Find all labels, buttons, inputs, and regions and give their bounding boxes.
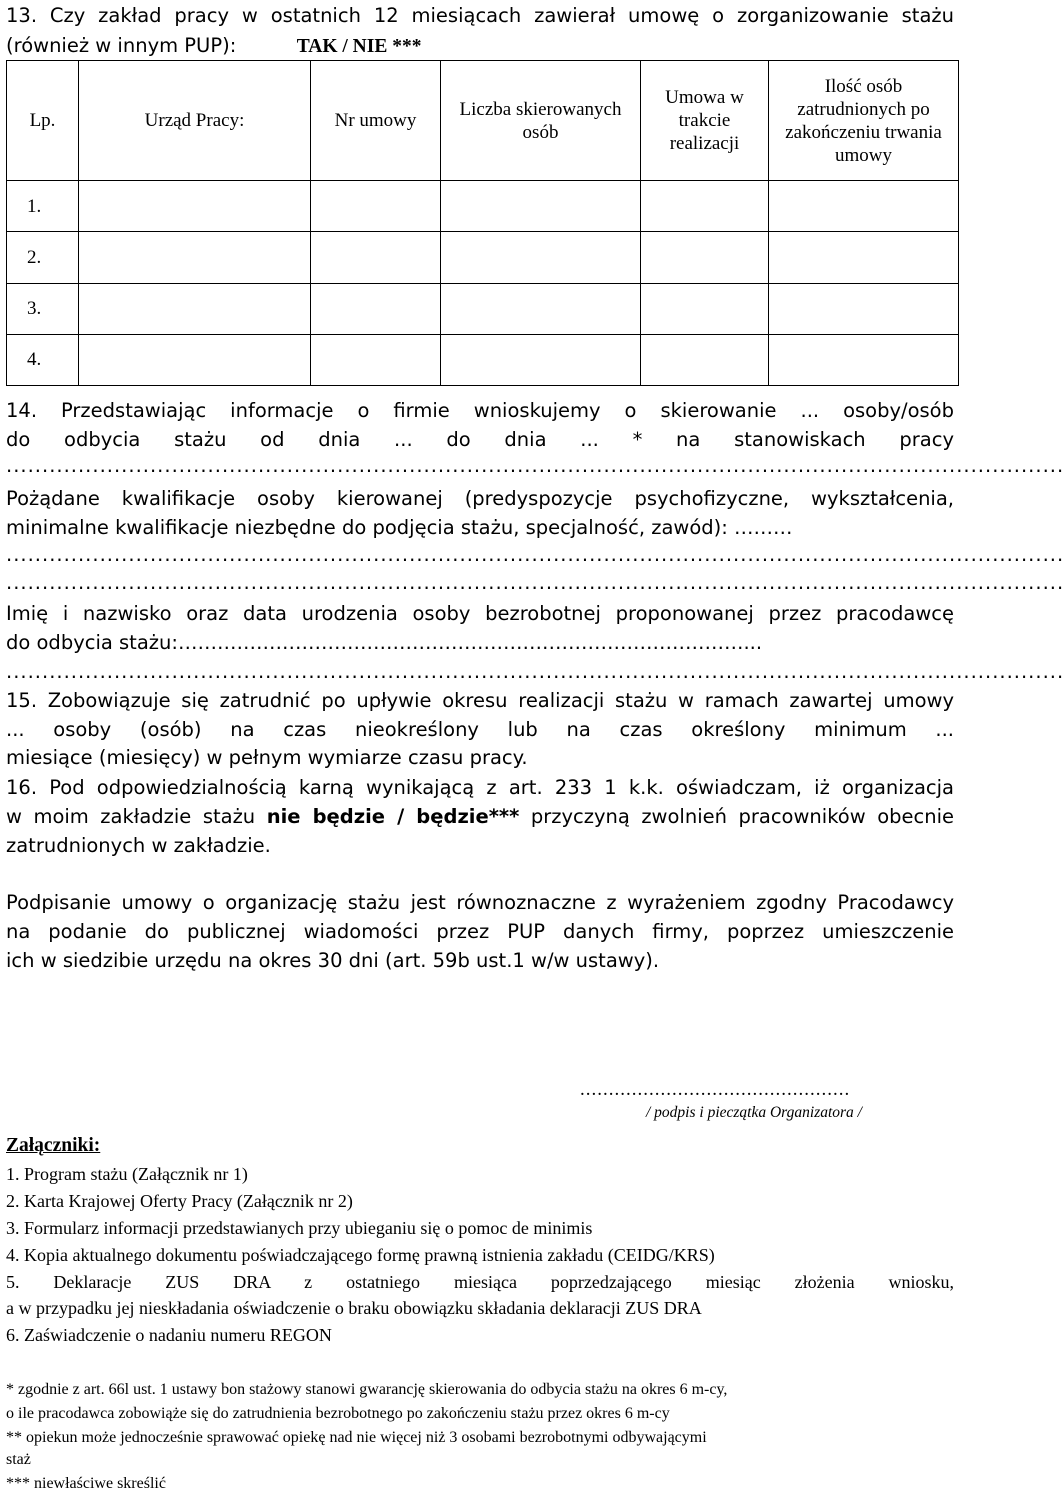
- q15-line-2: ... osoby (osób) na czas nieokreślony lub na czas określony minimum ...: [6, 718, 954, 741]
- attachment-item: 4. Kopia aktualnego dokumentu poświadczającego formę prawną istnienia zakładu (CEIDG/KRS): [6, 1245, 715, 1265]
- table-cell[interactable]: [79, 334, 311, 385]
- table-cell[interactable]: [79, 181, 311, 232]
- dotted-fill-line[interactable]: ...................................................................................................................................................: [6, 543, 1064, 566]
- q16-line-2: [6, 805, 954, 829]
- table-cell[interactable]: [641, 232, 769, 283]
- table-cell[interactable]: [641, 283, 769, 334]
- q14-line-1: 14. Przedstawiając informacje o firmie wnioskujemy o skierowanie ... osoby/osób: [6, 399, 954, 422]
- attachment-item: 5. Deklaracje ZUS DRA z ostatniego miesiąca poprzedzającego miesiąc złożenia wniosku,: [6, 1272, 954, 1292]
- q16-line-2-rest: przyczyną zwolnień pracowników obecnie: [530, 805, 954, 828]
- attachment-item-continuation: a w przypadku jej nieskładania oświadczenie o braku obowiązku składania deklaracji ZUS DRA: [6, 1298, 702, 1318]
- table-cell[interactable]: [641, 334, 769, 385]
- table-cell[interactable]: [769, 283, 959, 334]
- table-cell[interactable]: [441, 334, 641, 385]
- header-nr-umowy: Nr umowy: [311, 61, 441, 181]
- table-cell[interactable]: [311, 181, 441, 232]
- q15-line-1: 15. Zobowiązuje się zatrudnić po upływie okresu realizacji stażu w ramach zawartej umowy: [6, 689, 954, 712]
- table-row: [7, 181, 959, 232]
- table-cell[interactable]: [769, 181, 959, 232]
- q15-line-3: miesiące (miesięcy) w pełnym wymiarze czasu pracy.: [6, 746, 528, 769]
- signature-label: / podpis i pieczątka Organizatora /: [646, 1104, 862, 1121]
- table-cell[interactable]: [441, 283, 641, 334]
- attachments-title: Załączniki:: [6, 1135, 101, 1156]
- internship-history-table: [6, 60, 958, 386]
- qualifications-line-1: Pożądane kwalifikacje osoby kierowanej (predyspozycje psychofizyczne, wykształcenia,: [6, 487, 954, 510]
- table-row: [7, 232, 959, 283]
- header-urzad-pracy: Urząd Pracy:: [79, 61, 311, 181]
- qualifications-line-2[interactable]: minimalne kwalifikacje niezbędne do podjęcia stażu, specjalność, zawód): ………: [6, 516, 793, 539]
- row-number: 3.: [7, 283, 79, 334]
- row-number: 2.: [7, 232, 79, 283]
- candidate-line-2[interactable]: do odbycia stażu:……………………………………………………………………………...: [6, 631, 763, 654]
- header-ilosc-zatrudnionych: Ilość osób zatrudnionych po zakończeniu trwania umowy: [769, 61, 959, 181]
- table-cell[interactable]: [311, 232, 441, 283]
- q13-line-2-text: (również w innym PUP):: [6, 34, 237, 57]
- consent-line-3: ich w siedzibie urzędu na okres 30 dni (art. 59b ust.1 w/w ustawy).: [6, 949, 660, 972]
- table-cell[interactable]: [79, 232, 311, 283]
- table-cell[interactable]: [79, 283, 311, 334]
- signature-field[interactable]: ...............................................: [580, 1079, 851, 1100]
- table-row: [7, 283, 959, 334]
- table-cell[interactable]: [641, 181, 769, 232]
- consent-line-1: Podpisanie umowy o organizację stażu jest równoznaczne z wyrażeniem zgodny Pracodawcy: [6, 891, 954, 914]
- dotted-fill-line[interactable]: ...................................................................................................................................................: [6, 454, 1064, 477]
- attachment-item: 2. Karta Krajowej Oferty Pracy (Załącznik nr 2): [6, 1191, 353, 1211]
- q16-line-1: 16. Pod odpowiedzialnością karną wynikającą z art. 233 1 k.k. oświadczam, iż organizacja: [6, 776, 954, 799]
- table-cell[interactable]: [769, 334, 959, 385]
- attachment-item: 3. Formularz informacji przedstawianych przy ubieganiu się o pomoc de minimis: [6, 1218, 593, 1238]
- table-cell[interactable]: [441, 232, 641, 283]
- attachment-item: 6. Zaświadczenie o nadaniu numeru REGON: [6, 1325, 332, 1345]
- consent-line-2: na podanie do publicznej wiadomości przez PUP danych firmy, poprzez umieszczenie: [6, 920, 954, 943]
- table-cell[interactable]: [769, 232, 959, 283]
- dotted-fill-line[interactable]: ...................................................................................................................................................: [6, 571, 1064, 594]
- q13-line-2: [6, 34, 954, 59]
- dotted-fill-line[interactable]: ...................................................................................................................................................: [6, 660, 1064, 683]
- tak-nie-option[interactable]: TAK / NIE ***: [296, 36, 422, 57]
- table-row: [7, 334, 959, 385]
- row-number: 1.: [7, 181, 79, 232]
- footnote: ** opiekun może jednocześnie sprawować opiekę nad nie więcej niż 3 osobami bezrobotnymi odbywającymi: [6, 1429, 707, 1446]
- table-header-row: [7, 61, 959, 181]
- footnote: * zgodnie z art. 66l ust. 1 ustawy bon stażowy stanowi gwarancję skierowania do odbycia stażu na okres 6 m-cy,: [6, 1381, 728, 1398]
- header-lp: Lp.: [7, 61, 79, 181]
- candidate-line-1: Imię i nazwisko oraz data urodzenia osoby bezrobotnej proponowanej przez pracodawcę: [6, 602, 954, 625]
- nie-bedzie-option[interactable]: nie będzie / będzie***: [266, 805, 520, 828]
- q16-line-2-text: w moim zakładzie stażu: [6, 805, 256, 828]
- header-umowa-w-trakcie: Umowa w trakcie realizacji: [641, 61, 769, 181]
- table-cell[interactable]: [441, 181, 641, 232]
- row-number: 4.: [7, 334, 79, 385]
- footnote-continuation: staż: [6, 1451, 31, 1468]
- attachment-item: 1. Program stażu (Załącznik nr 1): [6, 1164, 248, 1184]
- q16-line-3: zatrudnionych w zakładzie.: [6, 834, 271, 857]
- footnote: *** niewłaściwe skreślić: [6, 1475, 166, 1492]
- table-cell[interactable]: [311, 334, 441, 385]
- q14-line-2: do odbycia stażu od dnia ... do dnia ... * na stanowiskach pracy: [6, 428, 954, 451]
- header-liczba-osob: Liczba skierowanych osób: [441, 61, 641, 181]
- footnote-continuation: o ile pracodawca zobowiąże się do zatrudnienia bezrobotnego po zakończeniu stażu przez okres 6 m-cy: [6, 1405, 670, 1422]
- table-cell[interactable]: [311, 283, 441, 334]
- q13-line-1: 13. Czy zakład pracy w ostatnich 12 miesiącach zawierał umowę o zorganizowanie stażu: [6, 4, 954, 27]
